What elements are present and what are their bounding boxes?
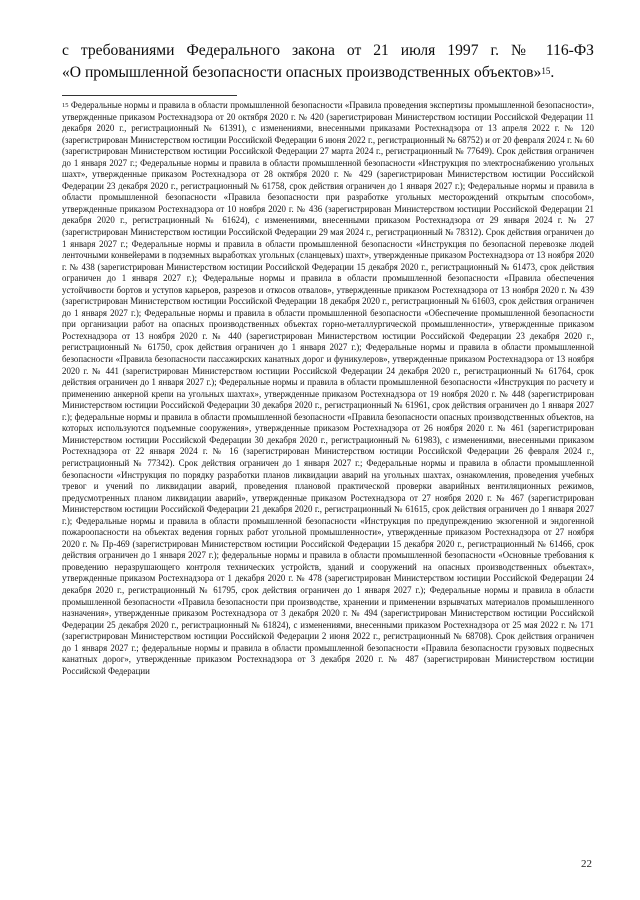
main-text-line-2 [62, 62, 594, 84]
footnote-reference[interactable]: 15 [541, 66, 551, 76]
main-text-line-2-text: «О промышленной безопасности опасных производственных объектов» [62, 64, 542, 81]
footnote-marker: 15 [62, 102, 69, 109]
footnote-text: Федеральные нормы и правила в области промышленной безопасности «Правила проведения экспертизы промышленной безопасности», утвержденные приказом Ростехнадзора от 20 октября 2020 г. № 420 (зарегистрирован Министерством юстиции Российской Федерации 11 декабря 2020 г., регистрационный № 61391), с изменениями, внесенными приказами Ростехнадзора от 13 апреля 2022 г. № 120 (зарегистрирован Министерством юстиции Российской Федерации 6 июня 2022 г., регистрационный № 68752) и от 20 февраля 2024 г. № 60 (зарегистрирован Министерством юстиции Российской Федерации 27 марта 2024 г., регистрационный № 77649). Срок действия ограничен до 1 января 2027 г.; Федеральные нормы и правила в области промышленной безопасности «Инструкция по электроснабжению угольных шахт», утвержденные приказом Ростехнадзора от 28 октября 2020 г. № 429 (зарегистрирован Министерством юстиции Российской Федерации 23 декабря 2020 г., регистрационный № 61758, срок действия ограничен до 1 января 2027 г.); Федеральные нормы и правила в области промышленной безопасности «Правила безопасности при разработке угольных месторождений открытым способом», утвержденные приказом Ростехнадзора от 10 ноября 2020 г. № 436 (зарегистрирован Министерством юстиции Российской Федерации 21 декабря 2020 г., регистрационный № 61624), с изменениями, внесенными приказом Ростехнадзора от 29 января 2024 г. № 27 (зарегистрирован Министерством юстиции Российской Федерации 29 мая 2024 г., регистрационный № 78312). Срок действия ограничен до 1 января 2027 г.; Федеральные нормы и правила в области промышленной безопасности «Инструкция по безопасной перевозке людей ленточными конвейерами в подземных выработках угольных (сланцевых) шахт», утвержденные приказом Ростехнадзора от 13 ноября 2020 г. № 438 (зарегистрирован Министерством юстиции Российской Федерации 15 декабря 2020 г., регистрационный № 61473, срок действия ограничен до 1 января 2027 г.); Федеральные нормы и правила в области промышленной безопасности «Правила обеспечения устойчивости бортов и уступов карьеров, разрезов и откосов отвалов», утвержденные приказом Ростехнадзора от 13 ноября 2020 г. № 439 (зарегистрирован Министерством юстиции Российской Федерации 18 декабря 2020 г., регистрационный № 61603, срок действия ограничен до 1 января 2027 г.); Федеральные нормы и правила в области промышленной безопасности «Обеспечение промышленной безопасности при организации работ на опасных производственных объектах горно-металлургической промышленности», утвержденные приказом Ростехнадзора от 13 ноября 2020 г. № 440 (зарегистрирован Министерством юстиции Российской Федерации 23 декабря 2020 г., регистрационный № 61750, срок действия ограничен до 1 января 2027 г.); Федеральные нормы и правила в области промышленной безопасности «Правила безопасности пассажирских канатных дорог и фуникулеров», утвержденные приказом Ростехнадзора от 13 ноября 2020 г. № 441 (зарегистрирован Министерством юстиции Российской Федерации 24 декабря 2020 г., регистрационный № 61764, срок действия ограничен до 1 января 2027 г.); Федеральные нормы и правила в области промышленной безопасности «Инструкция по расчету и применению анкерной крепи на угольных шахтах», утвержденные приказом Ростехнадзора от 19 ноября 2020 г. № 448 (зарегистрирован Министерством юстиции Российской Федерации 30 декабря 2020 г., регистрационный № 61961, срок действия ограничен до 1 января 2027 г.); федеральные нормы и правила в области промышленной безопасности «Правила безопасности опасных производственных объектов, на которых используются подъемные сооружения», утвержденные приказом Ростехнадзора от 26 ноября 2020 г. № 461 (зарегистрирован Министерством юстиции Российской Федерации 30 декабря 2020 г., регистрационный № 61983), с изменениями, внесенными приказом Ростехнадзора от 22 января 2024 г. № 16 (зарегистрирован Министерством юстиции Российской Федерации 26 февраля 2024 г., регистрационный № 77342). Срок действия ограничен до 1 января 2027 г.; Федеральные нормы и правила в области промышленной безопасности «Инструкция по порядку разработки планов ликвидации аварий на угольных шахтах, ознакомления, проведения учебных тревог и учений по ликвидации аварий, проведения плановой практической проверки аварийных вентиляционных режимов, предусмотренных планом ликвидации аварий», утвержденные приказом Ростехнадзора от 27 ноября 2020 г. № 467 (зарегистрирован Министерством юстиции Российской Федерации 21 декабря 2020 г., регистрационный № 61615, срок действия ограничен до 1 января 2027 г.); Федеральные нормы и правила в области промышленной безопасности «Инструкция по предупреждению экзогенной и эндогенной пожароопасности на объектах ведения горных работ угольной промышленности», утвержденные приказом Ростехнадзора от 27 ноября 2020 г. № Пр-469 (зарегистрирован Министерством юстиции Российской Федерации 15 декабря 2020 г., регистрационный № 61466, срок действия ограничен до 1 января 2027 г.); федеральные нормы и правила в области промышленной безопасности «Основные требования к проведению неразрушающего контроля технических устройств, зданий и сооружений на опасных производственных объектах», утвержденные приказом Ростехнадзора от 1 декабря 2020 г. № 478 (зарегистрирован Министерством юстиции Российской Федерации 24 декабря 2020 г., регистрационный № 61795, срок действия ограничен до 1 января 2027 г.); Федеральные нормы и правила в области промышленной безопасности «Правила безопасности при производстве, хранении и применении взрывчатых материалов промышленного назначения», утвержденные приказом Ростехнадзора от 3 декабря 2020 г. № 494 (зарегистрирован Министерством юстиции Российской Федерации 25 декабря 2020 г., регистрационный № 61824), с изменениями, внесенными приказом Ростехнадзора от 25 мая 2022 г. № 171 (зарегистрирован Министерством юстиции Российской Федерации 2 июня 2022 г., регистрационный № 68708). Срок действия ограничен до 1 января 2027 г.; федеральные нормы и правила в области промышленной безопасности «Правила безопасности грузовых подвесных канатных дорог», утвержденные приказом Ростехнадзора от 3 декабря 2020 г. № 487 (зарегистрирован Министерством юстиции Российской Федерации [62, 100, 594, 676]
main-text-line-2-end: . [550, 64, 555, 81]
main-text-line-1: с требованиями Федерального закона от 21 июля 1997 г. № 116-ФЗ [62, 42, 594, 59]
footnote-separator [62, 95, 237, 96]
footnote-15 [62, 100, 594, 677]
page-number: 22 [581, 858, 592, 870]
main-text-paragraph [62, 40, 594, 84]
